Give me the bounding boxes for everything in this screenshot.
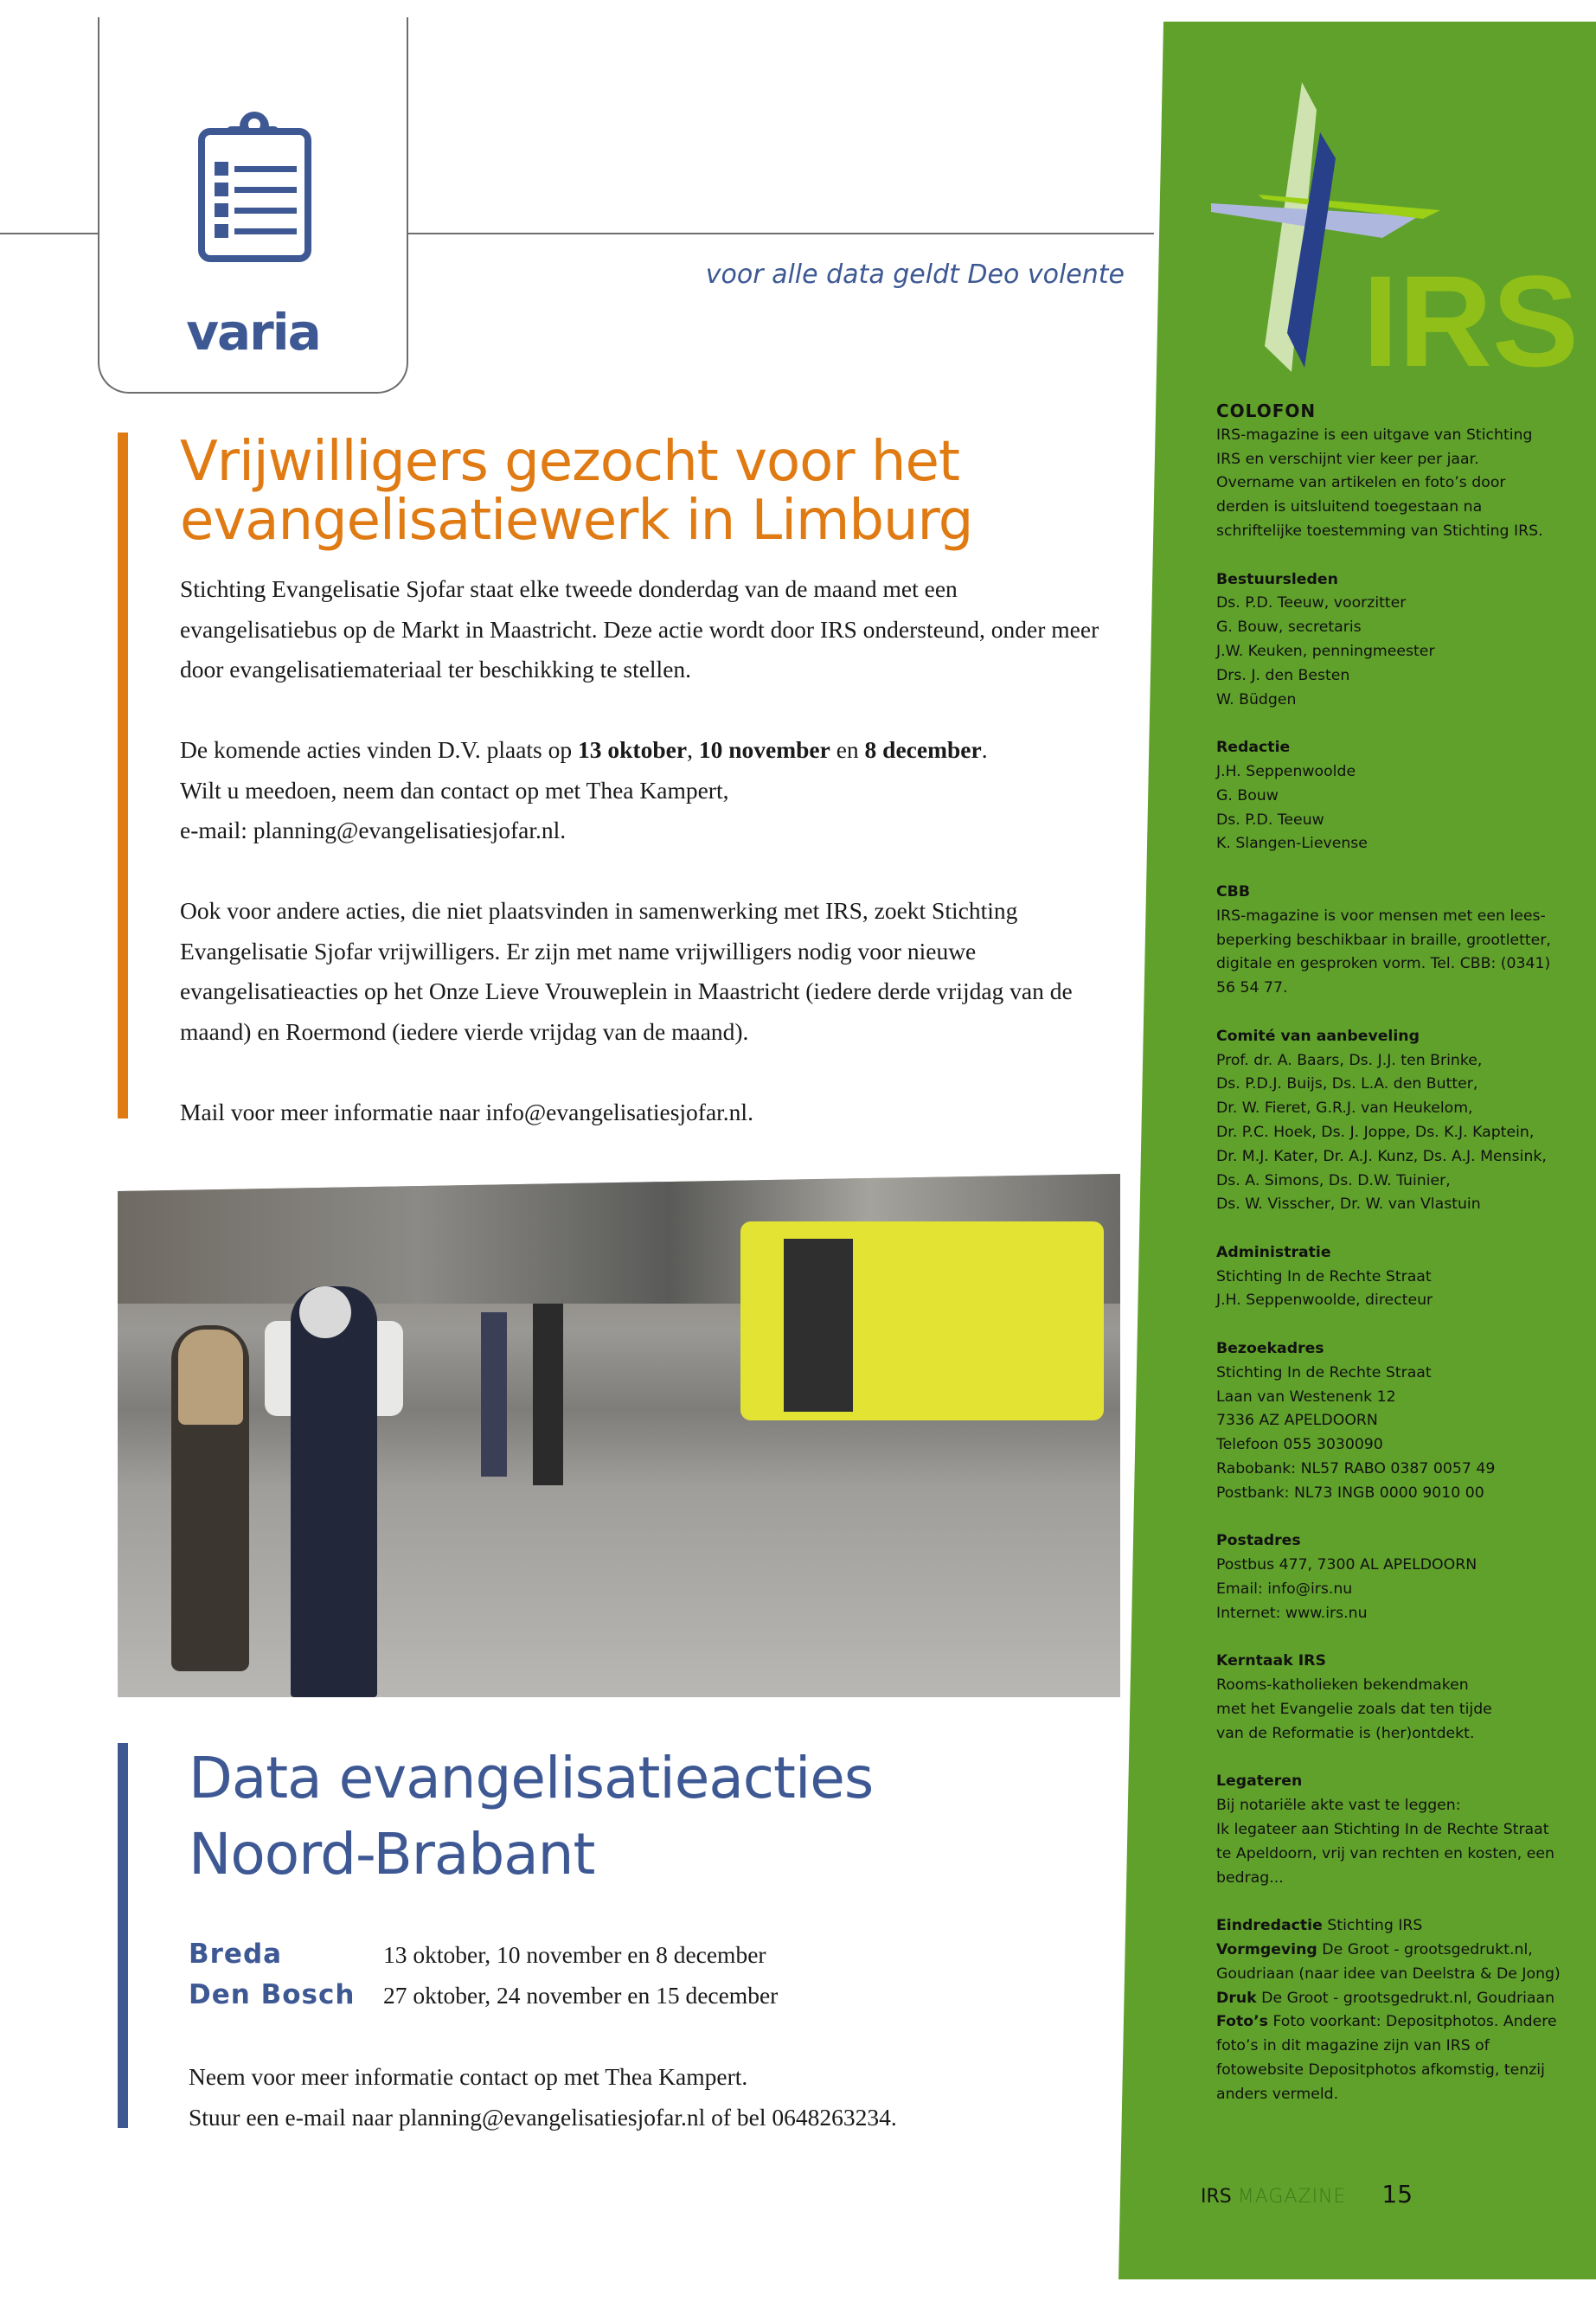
section-line: Dr. W. Fieret, G.R.J. van Heukelom,: [1216, 1099, 1473, 1118]
credit-label: Eindredactie: [1216, 1917, 1323, 1935]
footer-brand: IRS: [1201, 2186, 1232, 2208]
section-label: varia: [186, 303, 320, 362]
colofon-section: [1216, 1770, 1562, 1890]
intro-line: schriftelijke toestemming van Stichting IRS.: [1216, 522, 1543, 540]
title-line: evangelisatiewerk in Limburg: [180, 489, 973, 553]
section-heading: Kerntaak IRS: [1216, 1652, 1326, 1670]
section-heading: Postadres: [1216, 1532, 1301, 1550]
date: 8 december: [864, 736, 982, 763]
credit-text: Stichting IRS: [1322, 1917, 1423, 1935]
colofon-section: [1216, 1241, 1562, 1313]
section-line: 7336 AZ APELDOORN: [1216, 1412, 1378, 1430]
article-body: [180, 569, 1114, 1173]
credit-line: [1216, 1987, 1562, 2011]
footer-magazine: MAGAZINE: [1237, 2186, 1347, 2208]
section-line: Laan van Westenenk 12: [1216, 1388, 1396, 1406]
section-line: met het Evangelie zoals dat ten tijde: [1216, 1701, 1492, 1719]
credit-line: [1216, 1914, 1562, 1939]
schedule-row: [189, 1975, 778, 2016]
colofon-title: COLOFON: [1216, 401, 1317, 421]
section-line: Rabobank: NL57 RABO 0387 0057 49: [1216, 1460, 1496, 1478]
section-line: Ds. P.D. Teeuw: [1216, 811, 1324, 829]
title-line: Data evangelisatieacties: [189, 1745, 874, 1811]
email-link[interactable]: e-mail: planning@evangelisatiesjofar.nl.: [180, 817, 567, 843]
text: De komende acties vinden D.V. plaats op: [180, 736, 579, 763]
paragraph: Ook voor andere acties, die niet plaatsvinden in samenwerking met IRS, zoekt Stichting Evangelisatie Sjofar vrijwilligers. Er zijn met name vrijwilligers nodig voor nieuwe evangelisatieacties op het Onze Lieve Vrouweplein in Maastricht (iedere derde vrijdag van de maand) en Roermond (iedere vierde vrijdag van de maand).: [180, 897, 1073, 1045]
text: ,: [687, 736, 699, 763]
article-title: [180, 430, 973, 553]
paragraph: Mail voor meer informatie naar info@evangelisatiesjofar.nl.: [180, 1098, 753, 1125]
dates: 27 oktober, 24 november en 15 december: [383, 1982, 779, 2009]
credit-line: [1216, 2010, 1562, 2106]
street-evangelism-photo: [118, 1174, 1120, 1697]
header-rule-left: [0, 233, 98, 234]
section-line: J.H. Seppenwoolde, directeur: [1216, 1292, 1433, 1310]
colofon-sections: [1216, 568, 1562, 1891]
section-line: Email: info@irs.nu: [1216, 1580, 1353, 1599]
colofon-section: [1216, 736, 1562, 856]
colofon-intro: [1216, 400, 1562, 544]
credit-text: Foto voorkant: Depositphotos. Andere foto’s in dit magazine zijn van IRS of fotowebsite Depositphotos afkomstig, tenzij anders vermeld.: [1216, 2013, 1557, 2103]
section-line: Ds. A. Simons, Ds. D.W. Tuinier,: [1216, 1171, 1451, 1189]
section-line: Postbus 477, 7300 AL APELDOORN: [1216, 1556, 1477, 1574]
dates: 13 oktober, 10 november en 8 december: [383, 1941, 766, 1968]
colofon-section: [1216, 568, 1562, 713]
logo-text: IRS: [1362, 248, 1580, 394]
colofon-section: [1216, 1025, 1562, 1217]
intro-line: Overname van artikelen en foto’s door: [1216, 474, 1506, 492]
section-line: J.W. Keuken, penningmeester: [1216, 642, 1435, 660]
paragraph: Stichting Evangelisatie Sjofar staat elke tweede donderdag van de maand met een evangelisatiebus op de Markt in Maastricht. Deze actie wordt door IRS ondersteund, onder meer door evangelisatiemateriaal ter beschikking te stellen.: [180, 575, 1099, 683]
section-line: Stichting In de Rechte Straat: [1216, 1267, 1432, 1285]
title-line: Noord-Brabant: [189, 1821, 595, 1888]
section-line: te Apeldoorn, vrij van rechten en kosten, een: [1216, 1844, 1554, 1862]
section-heading: Bezoekadres: [1216, 1340, 1324, 1358]
colofon-section: [1216, 1650, 1562, 1746]
clipboard-list-icon: [196, 104, 313, 264]
article-title: [189, 1740, 873, 1893]
section-line: Ds. P.D.J. Buijs, Ds. L.A. den Butter,: [1216, 1075, 1478, 1093]
section-heading: CBB: [1216, 882, 1251, 901]
date: 10 november: [698, 736, 830, 763]
section-line: G. Bouw: [1216, 786, 1279, 804]
article-body: [189, 2057, 1123, 2138]
credit-label: Foto’s: [1216, 2013, 1268, 2031]
section-heading: Legateren: [1216, 1772, 1303, 1791]
paragraph: Neem voor meer informatie contact op met Thea Kampert.: [189, 2063, 748, 2090]
colofon-section: [1216, 881, 1562, 1001]
header-rule-right: [408, 233, 1154, 234]
date: 13 oktober: [578, 736, 688, 763]
section-heading: Bestuursleden: [1216, 570, 1338, 588]
section-heading: Comité van aanbeveling: [1216, 1027, 1420, 1045]
text: .: [981, 736, 988, 763]
section-line: Telefoon 055 3030090: [1216, 1436, 1383, 1454]
section-line: Prof. dr. A. Baars, Ds. J.J. ten Brinke,: [1216, 1051, 1483, 1069]
colofon-section: [1216, 1529, 1562, 1625]
colofon-credits: [1216, 1914, 1562, 2106]
event-schedule: [189, 1934, 778, 2016]
intro-line: IRS-magazine is een uitgave van Stichting: [1216, 426, 1533, 444]
credit-label: Druk: [1216, 1989, 1257, 2007]
section-line: Dr. M.J. Kater, Dr. A.J. Kunz, Ds. A.J. Mensink,: [1216, 1147, 1547, 1165]
section-line: Ik legateer aan Stichting In de Rechte Straat: [1216, 1821, 1549, 1839]
text: Wilt u meedoen, neem dan contact op met Thea Kampert,: [180, 776, 729, 804]
tagline: voor alle data geldt Deo volente: [705, 260, 1125, 290]
section-line: G. Bouw, secretaris: [1216, 619, 1362, 637]
section-line: J.H. Seppenwoolde: [1216, 762, 1356, 780]
section-line: van de Reformatie is (her)ontdekt.: [1216, 1724, 1475, 1742]
city: Breda: [189, 1939, 283, 1970]
credit-text: De Groot - grootsgedrukt.nl, Goudriaan (naar idee van Deelstra & De Jong): [1216, 1941, 1561, 1983]
section-line: beperking beschikbaar in braille, grootletter,: [1216, 931, 1551, 949]
page-number: 15: [1381, 2180, 1413, 2208]
colofon: [1216, 400, 1562, 2107]
section-line: digitale en gesproken vorm. Tel. CBB: (0341): [1216, 955, 1551, 973]
section-line: 56 54 77.: [1216, 979, 1288, 997]
article-accent-bar: [118, 433, 128, 1118]
section-tab: [98, 17, 408, 394]
section-line: Bij notariële akte vast te leggen:: [1216, 1797, 1461, 1815]
section-line: Drs. J. den Besten: [1216, 666, 1350, 684]
page-footer: [1201, 2180, 1413, 2208]
section-heading: Administratie: [1216, 1243, 1331, 1261]
city: Den Bosch: [189, 1979, 356, 2010]
section-line: Postbank: NL73 INGB 0000 9010 00: [1216, 1484, 1484, 1502]
section-line: W. Büdgen: [1216, 690, 1297, 708]
credit-label: Vormgeving: [1216, 1941, 1317, 1958]
section-line: IRS-magazine is voor mensen met een lees-: [1216, 907, 1546, 925]
section-line: Internet: www.irs.nu: [1216, 1604, 1368, 1622]
intro-line: IRS en verschijnt vier keer per jaar.: [1216, 450, 1479, 468]
section-line: Ds. P.D. Teeuw, voorzitter: [1216, 594, 1407, 612]
section-heading: Redactie: [1216, 739, 1291, 757]
intro-line: derden is uitsluitend toegestaan na: [1216, 498, 1483, 516]
credit-text: De Groot - grootsgedrukt.nl, Goudriaan: [1256, 1989, 1555, 2007]
title-line: Vrijwilligers gezocht voor het: [180, 430, 959, 494]
credit-line: [1216, 1939, 1562, 1987]
section-line: Dr. P.C. Hoek, Ds. J. Joppe, Ds. K.J. Kaptein,: [1216, 1123, 1535, 1141]
paragraph: [180, 730, 1114, 851]
section-line: bedrag...: [1216, 1868, 1284, 1887]
paragraph: Stuur een e-mail naar planning@evangelisatiesjofar.nl of bel 0648263234.: [189, 2103, 897, 2131]
section-line: Rooms-katholieken bekendmaken: [1216, 1676, 1469, 1695]
schedule-row: [189, 1934, 778, 1975]
colofon-section: [1216, 1337, 1562, 1506]
section-line: Stichting In de Rechte Straat: [1216, 1363, 1432, 1381]
section-line: Ds. W. Visscher, Dr. W. van Vlastuin: [1216, 1195, 1481, 1214]
irs-logo: [1211, 82, 1580, 394]
article-accent-bar: [118, 1743, 128, 2128]
section-line: K. Slangen-Lievense: [1216, 835, 1368, 853]
intro-lines: [1216, 424, 1562, 544]
text: en: [830, 736, 865, 763]
